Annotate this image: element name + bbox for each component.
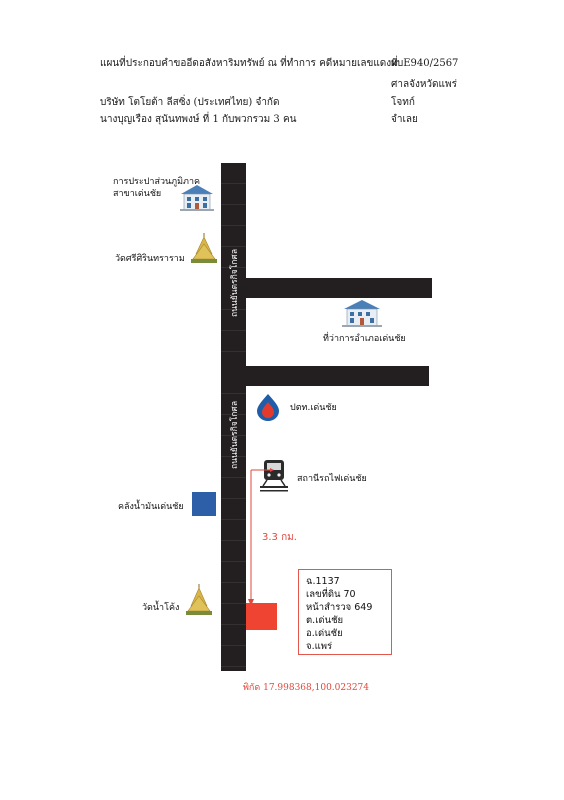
building-icon bbox=[340, 298, 384, 328]
ptt-label: ปตท.เด่นชัย bbox=[290, 403, 337, 413]
survey-page: หน้าสำรวจ 649 bbox=[306, 602, 373, 613]
defendant-role: จำเลย bbox=[391, 114, 418, 125]
case-number: ผบE940/2567 bbox=[391, 58, 459, 69]
district-office-label: ที่ว่าการอำเภอเด่นชัย bbox=[323, 334, 406, 344]
side-road-upper bbox=[221, 278, 432, 298]
temple1-label: วัดศรีศิรินทราราม bbox=[115, 254, 185, 264]
ptt-logo-icon bbox=[256, 393, 280, 421]
temple-icon bbox=[183, 583, 215, 617]
oil-depot-label: คลังน้ำมันเด่นชัย bbox=[118, 502, 184, 512]
plaintiff-role: โจทก์ bbox=[391, 97, 415, 108]
oil-depot-marker bbox=[192, 492, 216, 516]
temple2-label: วัดน้ำโค้ง bbox=[142, 603, 180, 613]
court-name: ศาลจังหวัดแพร่ bbox=[391, 79, 457, 90]
temple-icon bbox=[188, 232, 220, 264]
station-label: สถานีรถไฟเด่นชัย bbox=[297, 474, 367, 484]
road-name-lower: ถนนยันตรกิจโกศล bbox=[230, 400, 240, 470]
header-title: แผนที่ประกอบคำขออีดอสังหาริมทรัพย์ ณ ที่ทำการ คดีหมายเลขแดงที่ bbox=[100, 58, 398, 69]
district: อ.เด่นชัย bbox=[306, 628, 343, 639]
land-number: เลขที่ดิน 70 bbox=[306, 589, 356, 600]
plaintiff-name: บริษัท โตโยต้า ลีสซิ่ง (ประเทศไทย) จำกัด bbox=[100, 97, 280, 108]
province: จ.แพร่ bbox=[306, 641, 333, 652]
waterworks-label-2: สาขาเด่นชัย bbox=[113, 189, 162, 199]
defendant-name: นางบุญเรือง สุนันทพงษ์ ที่ 1 กับพวกรวม 3 คน bbox=[100, 114, 297, 125]
distance-label: 3.3 กม. bbox=[262, 532, 297, 543]
deed-number: ฉ.1137 bbox=[306, 576, 340, 587]
road-name-upper: ถนนยันตรกิจโกศล bbox=[230, 248, 240, 318]
coordinates: พิกัด 17.998368,100.023274 bbox=[243, 683, 370, 693]
property-marker bbox=[246, 603, 277, 630]
subdistrict: ต.เด่นชัย bbox=[306, 615, 344, 626]
side-road-lower bbox=[221, 366, 429, 386]
building-icon bbox=[178, 182, 216, 212]
waterworks-label-1: การประปาส่วนภูมิภาค bbox=[113, 177, 201, 187]
